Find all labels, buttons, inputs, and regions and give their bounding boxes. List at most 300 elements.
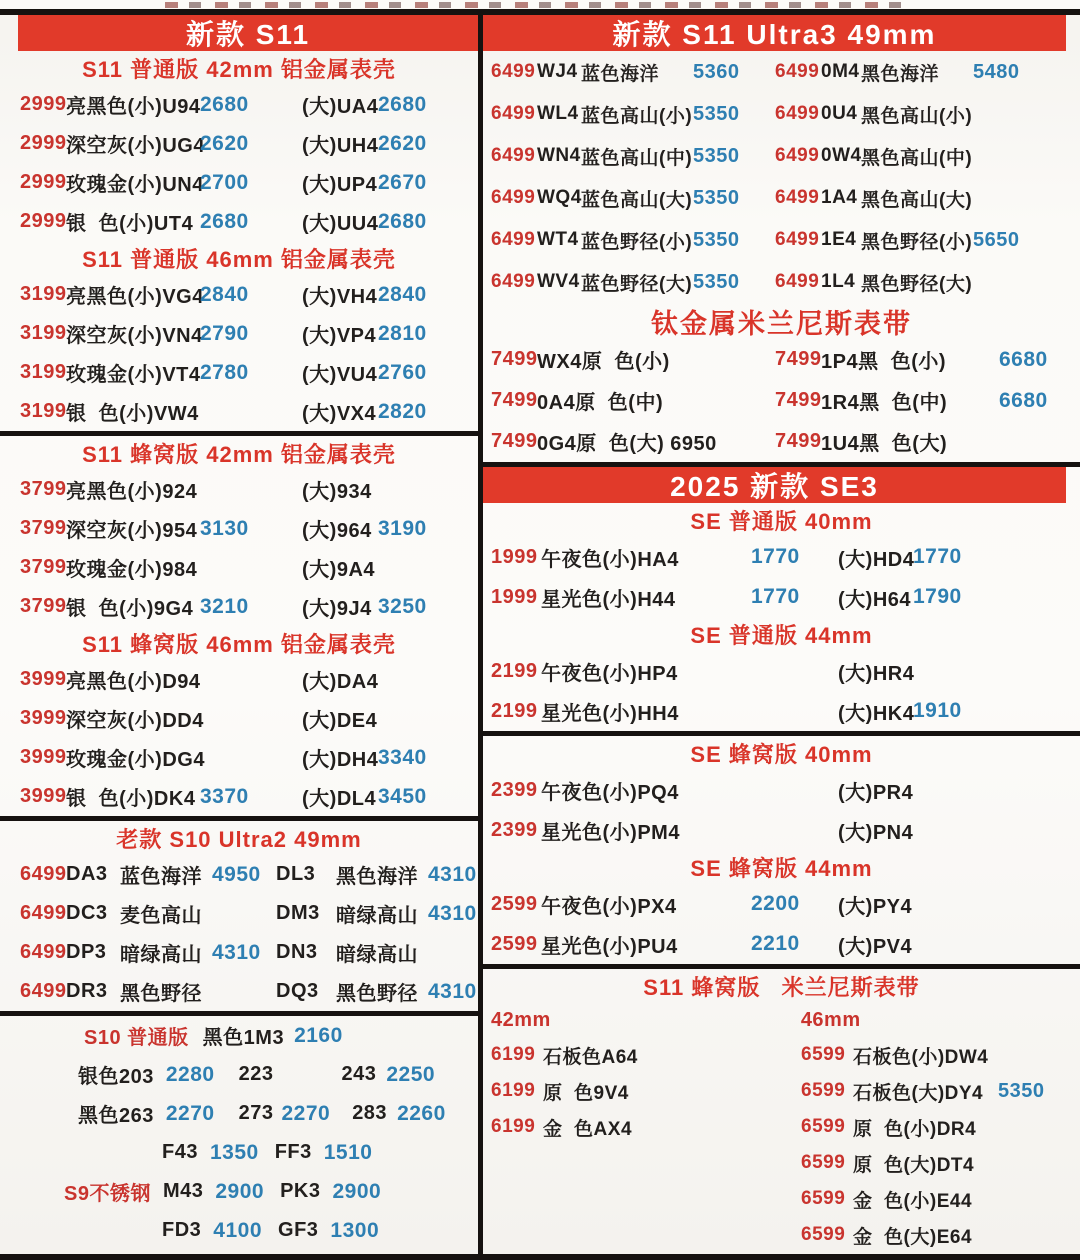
item-label: 石板色(大)DY4 — [853, 1082, 984, 1104]
item-label: WX4原 色(小) — [537, 351, 670, 373]
quote-price: 2810 — [378, 321, 427, 345]
list-price: 6599 — [801, 1080, 846, 1101]
item-label: 黑色高山(中) — [861, 147, 973, 169]
price-row-group — [483, 51, 1080, 303]
item-label: 暗绿高山 — [336, 944, 418, 966]
list-price: 42mm — [491, 1008, 551, 1031]
item-label: 银 色(小)DK4 — [66, 788, 196, 810]
item-label: DR3 — [66, 980, 108, 1002]
item-label: WJ4 — [537, 61, 578, 82]
item-label: (大)934 — [302, 481, 372, 503]
list-price: 7499 — [775, 389, 822, 411]
price-row — [483, 884, 1080, 924]
list-price: 7499 — [775, 430, 822, 452]
quote-price: 1510 — [323, 1140, 373, 1164]
price-row — [0, 1055, 478, 1094]
quote-price: 5350 — [693, 270, 740, 293]
quote-price: 1770 — [913, 545, 962, 568]
list-price: 6499 — [20, 863, 67, 885]
price-row — [483, 537, 1080, 577]
price-row — [483, 261, 1080, 303]
cropped-top-text-strip — [0, 0, 1080, 9]
price-row — [483, 1037, 1080, 1073]
item-label: (大)9J4 — [302, 598, 372, 620]
list-price: 2599 — [491, 932, 538, 955]
quote-price: 2700 — [200, 170, 249, 194]
quote-price: 5350 — [693, 144, 740, 167]
item-label: 黑色野径 — [120, 983, 202, 1005]
price-row — [0, 509, 478, 548]
price-row — [0, 894, 478, 933]
list-price: 1999 — [491, 585, 538, 608]
item-label: (大)VH4 — [302, 286, 378, 308]
price-row-group — [0, 1016, 478, 1250]
list-price: 3799 — [20, 595, 67, 617]
price-row — [483, 1109, 1080, 1145]
quote-price: 2210 — [751, 932, 800, 955]
item-label: (大)DA4 — [302, 671, 379, 693]
section-header: S11 普通版 42mm 铝金属表壳 — [82, 56, 396, 82]
price-row-group — [483, 1003, 1080, 1037]
quote-price: 2200 — [751, 892, 800, 915]
item-label: 1U4黑 色(大) — [821, 433, 948, 455]
section-header: S11 普通版 46mm 铝金属表壳 — [82, 246, 396, 272]
section-banner — [483, 467, 1066, 503]
list-price: 6599 — [801, 1188, 846, 1209]
price-row — [0, 587, 478, 626]
item-label: 蓝色海洋 — [581, 63, 660, 85]
quote-price: 1300 — [330, 1218, 380, 1242]
item-label: 石板色A64 — [543, 1046, 638, 1068]
item-label: (大)UA4 — [302, 96, 379, 118]
price-row — [483, 177, 1080, 219]
item-label: 1R4黑 色(中) — [821, 392, 948, 414]
price-row — [0, 1016, 478, 1055]
list-price: 2199 — [491, 699, 538, 722]
section-header: 钛金属米兰尼斯表带 — [651, 308, 912, 339]
item-label: 星光色(小)H44 — [541, 588, 676, 611]
quote-price: 2670 — [378, 170, 427, 194]
item-label: (大)PN4 — [838, 821, 914, 844]
list-price: 7499 — [775, 348, 822, 370]
item-label: 石板色(小)DW4 — [853, 1046, 989, 1068]
price-row — [0, 85, 478, 124]
price-row — [483, 577, 1080, 617]
list-price: 2999 — [20, 210, 67, 232]
section-header: S11 蜂窝版 米兰尼斯表带 — [643, 974, 920, 1000]
quote-price: 5480 — [973, 60, 1020, 83]
item-label: 223 — [238, 1063, 274, 1085]
quote-price: 3130 — [200, 516, 249, 540]
item-label: (大)VP4 — [302, 325, 377, 347]
list-price: 6499 — [775, 271, 820, 292]
price-row — [483, 770, 1080, 810]
item-label: 星光色(小)PU4 — [541, 935, 678, 958]
section-header: SE 蜂窝版 40mm — [690, 741, 873, 767]
item-label: 玫瑰金(小)VT4 — [66, 364, 201, 386]
banner-title: 新款 S11 — [185, 19, 311, 50]
list-price: 6499 — [491, 145, 536, 166]
quote-price: 2620 — [378, 131, 427, 155]
item-label: DP3 — [66, 941, 107, 963]
quote-price: 4310 — [428, 862, 477, 886]
list-price: 6599 — [801, 1044, 846, 1065]
quote-price: 2680 — [200, 209, 249, 233]
list-price: 46mm — [800, 1008, 861, 1031]
price-row-group — [483, 651, 1080, 731]
quote-price: 3250 — [378, 594, 427, 618]
list-price: 3199 — [20, 283, 67, 305]
list-price: 7499 — [491, 348, 538, 370]
item-label: 243 — [341, 1063, 377, 1085]
quote-price: 2780 — [200, 360, 249, 384]
price-row — [483, 93, 1080, 135]
item-label: 亮黑色(小)924 — [66, 481, 198, 503]
list-price: 3199 — [20, 322, 67, 344]
item-label: (大)VX4 — [302, 403, 377, 425]
table-bottom-border — [0, 1254, 1080, 1260]
list-price: 7499 — [491, 389, 538, 411]
list-price: 3799 — [20, 478, 67, 500]
item-label: DQ3 — [276, 980, 319, 1002]
item-label: FD3 — [162, 1219, 202, 1241]
list-price: 3999 — [20, 668, 67, 690]
quote-price: 1910 — [913, 699, 962, 722]
item-label: 玫瑰金(小)984 — [66, 559, 198, 581]
price-row — [0, 699, 478, 738]
item-label: 玫瑰金(小)UN4 — [66, 174, 204, 196]
quote-price: 6680 — [999, 347, 1048, 371]
price-row — [0, 933, 478, 972]
price-row — [0, 470, 478, 509]
item-label: 金 色(大)E64 — [853, 1226, 973, 1248]
item-label: 暗绿高山 — [120, 944, 202, 966]
item-label: 深空灰(小)UG4 — [66, 135, 205, 157]
quote-price: 4950 — [212, 862, 261, 886]
quote-price: 4100 — [213, 1218, 263, 1242]
item-label: 0U4 — [821, 103, 858, 124]
item-label: 星光色(小)PM4 — [541, 821, 680, 844]
item-label: 深空灰(小)VN4 — [66, 325, 203, 347]
list-price: 3199 — [20, 361, 67, 383]
quote-price: 2270 — [165, 1101, 215, 1125]
list-price: 7499 — [491, 430, 538, 452]
list-price: 6599 — [801, 1152, 846, 1173]
quote-price: 2680 — [378, 209, 427, 233]
price-row-group — [483, 884, 1080, 964]
item-label: 黑色野径(大) — [861, 273, 973, 295]
item-label: 黑色野径(小) — [861, 231, 973, 253]
list-price: 6199 — [491, 1116, 536, 1137]
item-label: 0A4原 色(中) — [537, 392, 664, 414]
item-label: DA3 — [66, 863, 108, 885]
price-row-group — [0, 660, 478, 816]
price-row — [0, 163, 478, 202]
quote-price: 2840 — [200, 282, 249, 306]
item-label: PK3 — [280, 1180, 321, 1202]
quote-price: 2280 — [165, 1062, 215, 1086]
price-row — [0, 1211, 478, 1250]
item-label: WV4 — [537, 271, 580, 292]
item-label: M43 — [162, 1180, 204, 1202]
price-row — [483, 691, 1080, 731]
quote-price: 2250 — [386, 1062, 436, 1086]
quote-price: 1770 — [751, 545, 800, 568]
item-label: 1L4 — [821, 271, 856, 292]
price-row-group — [483, 339, 1080, 462]
price-row — [483, 924, 1080, 964]
list-price: 2999 — [20, 93, 67, 115]
list-price: 6499 — [775, 229, 820, 250]
section-banner — [483, 15, 1066, 51]
price-row — [0, 548, 478, 587]
quote-price: 2760 — [378, 360, 427, 384]
quote-price: 5350 — [693, 186, 740, 209]
item-label: 黑色高山(小) — [861, 105, 973, 127]
item-label: 银 色(小)9G4 — [66, 598, 194, 620]
item-label: 黑色野径 — [336, 983, 418, 1005]
quote-price: 2680 — [378, 92, 427, 116]
item-label: 银色203 — [78, 1066, 154, 1088]
list-price: 6499 — [491, 61, 536, 82]
item-label: WN4 — [537, 145, 581, 166]
item-label: 273 — [238, 1102, 274, 1124]
list-price: 3999 — [20, 785, 67, 807]
list-price: 6499 — [775, 145, 820, 166]
item-label: DL3 — [276, 863, 316, 885]
price-row — [0, 353, 478, 392]
price-row — [0, 660, 478, 699]
item-label: 原 色(小)DR4 — [853, 1118, 977, 1140]
price-row — [0, 1094, 478, 1133]
price-row-group — [0, 85, 478, 241]
price-row — [483, 135, 1080, 177]
list-price: 3199 — [20, 400, 67, 422]
list-price: 1999 — [491, 545, 538, 568]
item-label: DM3 — [276, 902, 320, 924]
cropped-text-fragments — [165, 2, 910, 8]
list-price: 2999 — [20, 132, 67, 154]
price-row — [483, 421, 1080, 462]
quote-price: 5360 — [693, 60, 740, 83]
list-price: 3999 — [20, 746, 67, 768]
list-price: 2199 — [491, 659, 538, 682]
quote-price: 3190 — [378, 516, 427, 540]
list-price: 6499 — [20, 941, 67, 963]
list-price: 6199 — [491, 1080, 536, 1101]
price-row — [483, 651, 1080, 691]
item-label: 1A4 — [821, 187, 858, 208]
price-row — [0, 275, 478, 314]
list-price: 2399 — [491, 818, 538, 841]
item-label: 银 色(小)UT4 — [66, 213, 194, 235]
item-label: DN3 — [276, 941, 318, 963]
item-label: 金 色AX4 — [543, 1118, 633, 1140]
quote-price: 4310 — [428, 979, 477, 1003]
item-label: (大)964 — [302, 520, 372, 542]
quote-price: 2790 — [200, 321, 249, 345]
item-label: (大)PV4 — [838, 935, 913, 958]
list-price: 6499 — [20, 902, 67, 924]
item-label: 黑色263 — [78, 1105, 154, 1127]
item-label: 星光色(小)HH4 — [541, 702, 679, 725]
item-label: 283 — [352, 1102, 388, 1124]
quote-price: 1350 — [209, 1140, 259, 1164]
right-column — [483, 15, 1080, 1254]
item-label: (大)DL4 — [302, 788, 377, 810]
quote-price: 5350 — [693, 102, 740, 125]
item-label: (大)UP4 — [302, 174, 378, 196]
item-label: 黑色1M3 — [202, 1027, 285, 1049]
item-label: FF3 — [274, 1141, 312, 1163]
quote-price: 6680 — [999, 388, 1048, 412]
list-price: S10 普通版 — [84, 1027, 189, 1049]
price-row — [0, 314, 478, 353]
section-header: S11 蜂窝版 46mm 铝金属表壳 — [82, 631, 396, 657]
quote-price: 2900 — [332, 1179, 382, 1203]
banner-title: 2025 新款 SE3 — [670, 471, 879, 502]
quote-price: 5350 — [693, 228, 740, 251]
list-price: 6499 — [491, 187, 536, 208]
item-label: 1E4 — [821, 229, 857, 250]
quote-price: 2620 — [200, 131, 249, 155]
item-label: 亮黑色(小)U94 — [66, 96, 201, 118]
price-row — [483, 1073, 1080, 1109]
price-row — [483, 339, 1080, 380]
list-price: 2999 — [20, 171, 67, 193]
item-label: 午夜色(小)HA4 — [541, 548, 679, 571]
price-row — [0, 738, 478, 777]
item-label: 原 色(大)DT4 — [853, 1154, 975, 1176]
item-label: 金 色(小)E44 — [853, 1190, 973, 1212]
item-label: (大)9A4 — [302, 559, 376, 581]
price-row — [483, 1181, 1080, 1217]
item-label: (大)UU4 — [302, 213, 379, 235]
item-label: 亮黑色(小)VG4 — [66, 286, 204, 308]
list-price: 3799 — [20, 517, 67, 539]
price-row-group — [0, 470, 478, 626]
item-label: 黑色海洋 — [861, 63, 940, 85]
list-price: S9不锈钢 — [64, 1183, 151, 1205]
price-row-group — [0, 275, 478, 431]
item-label: DC3 — [66, 902, 108, 924]
section-header: SE 蜂窝版 44mm — [690, 855, 873, 881]
list-price: 6499 — [491, 103, 536, 124]
quote-price: 3450 — [378, 784, 427, 808]
price-row — [0, 124, 478, 163]
item-label: 原 色9V4 — [543, 1082, 629, 1104]
quote-price: 5650 — [973, 228, 1020, 251]
quote-price: 2680 — [200, 92, 249, 116]
item-label: (大)PY4 — [838, 895, 913, 918]
quote-price: 1790 — [913, 585, 962, 608]
price-row — [483, 51, 1080, 93]
item-label: 蓝色高山(中) — [581, 147, 693, 169]
item-label: 玫瑰金(小)DG4 — [66, 749, 205, 771]
item-label: (大)HD4 — [838, 548, 915, 571]
price-row — [483, 810, 1080, 850]
item-label: 深空灰(小)954 — [66, 520, 198, 542]
item-label: 麦色高山 — [120, 905, 202, 927]
list-price: 6499 — [775, 187, 820, 208]
item-label: 深空灰(小)DD4 — [66, 710, 204, 732]
list-price: 6199 — [491, 1044, 536, 1065]
price-row — [0, 202, 478, 241]
quote-price: 2160 — [294, 1023, 343, 1047]
price-row-group — [483, 1037, 1080, 1253]
price-row — [483, 1145, 1080, 1181]
item-label: 黑色海洋 — [336, 866, 418, 888]
item-label: 0G4原 色(大) 6950 — [537, 433, 717, 455]
section-header: SE 普通版 44mm — [690, 622, 873, 648]
item-label: 蓝色高山(大) — [581, 189, 693, 211]
price-row — [0, 855, 478, 894]
price-row — [0, 972, 478, 1011]
price-row-group — [0, 855, 478, 1011]
item-label: 午夜色(小)HP4 — [541, 662, 678, 685]
item-label: (大)HK4 — [838, 702, 915, 725]
item-label: (大)DE4 — [302, 710, 378, 732]
price-row — [483, 1003, 1080, 1037]
quote-price: 2270 — [281, 1101, 331, 1125]
list-price: 6499 — [20, 980, 67, 1002]
item-label: 1P4黑 色(小) — [821, 351, 947, 373]
quote-price: 5350 — [998, 1079, 1045, 1102]
quote-price: 2900 — [215, 1179, 265, 1203]
list-price: 6499 — [491, 229, 536, 250]
list-price: 3999 — [20, 707, 67, 729]
item-label: 蓝色海洋 — [120, 866, 202, 888]
quote-price: 3370 — [200, 784, 249, 808]
section-banner — [18, 15, 478, 51]
list-price: 6499 — [491, 271, 536, 292]
item-label: (大)HR4 — [838, 662, 915, 685]
item-label: (大)PR4 — [838, 781, 914, 804]
item-label: 暗绿高山 — [336, 905, 418, 927]
price-row — [0, 1133, 478, 1172]
item-label: F43 — [162, 1141, 198, 1163]
item-label: WQ4 — [537, 187, 582, 208]
item-label: WL4 — [537, 103, 579, 124]
item-label: WT4 — [537, 229, 579, 250]
quote-price: 4310 — [428, 901, 477, 925]
price-row-group — [483, 770, 1080, 850]
item-label: (大)VU4 — [302, 364, 378, 386]
item-label: 银 色(小)VW4 — [66, 403, 199, 425]
item-label: 蓝色野径(大) — [581, 273, 693, 295]
list-price: 6499 — [775, 103, 820, 124]
section-header: SE 普通版 40mm — [690, 508, 873, 534]
item-label: GF3 — [278, 1219, 319, 1241]
price-row — [0, 1172, 478, 1211]
list-price: 6599 — [801, 1224, 846, 1245]
list-price: 2599 — [491, 892, 538, 915]
list-price: 2399 — [491, 778, 538, 801]
item-label: 午夜色(小)PX4 — [541, 895, 677, 918]
item-label: 0W4 — [821, 145, 862, 166]
quote-price: 2840 — [378, 282, 427, 306]
quote-price: 2820 — [378, 399, 427, 423]
item-label: (大)UH4 — [302, 135, 379, 157]
price-row — [483, 219, 1080, 261]
quote-price: 2260 — [397, 1101, 446, 1125]
quote-price: 3210 — [200, 594, 249, 618]
price-row — [483, 380, 1080, 421]
list-price: 3799 — [20, 556, 67, 578]
price-row — [0, 392, 478, 431]
item-label: 蓝色野径(小) — [581, 231, 693, 253]
price-row — [483, 1217, 1080, 1253]
